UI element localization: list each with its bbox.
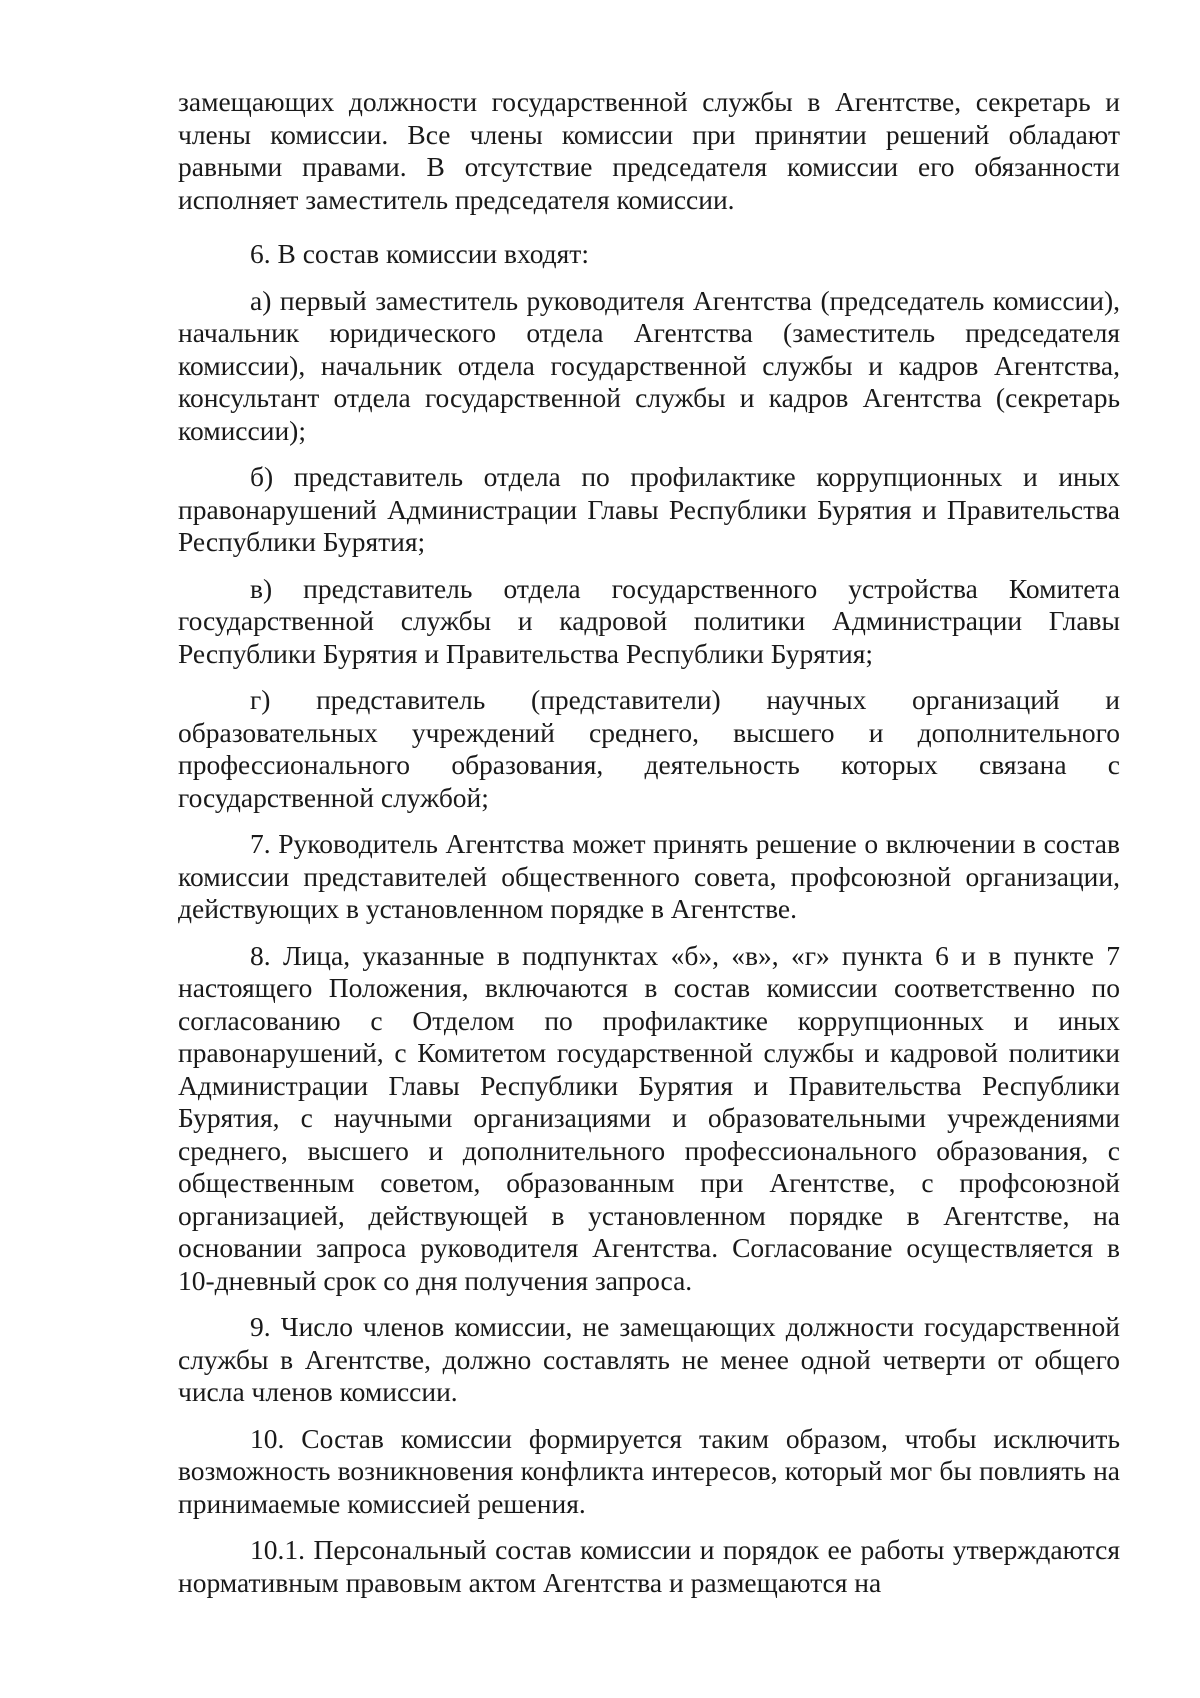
paragraph-item-6b: б) представитель отдела по профилактике коррупционных и иных правонарушений Администрации Главы Республики Бурятия и Правительства Республики Бурятия;	[178, 461, 1120, 557]
paragraph-item-9: 9. Число членов комиссии, не замещающих должности государственной службы в Агентстве, должно составлять не менее одной четверти от общего числа членов комиссии.	[178, 1311, 1120, 1407]
document-body	[178, 86, 1120, 1613]
paragraph-item-8: 8. Лица, указанные в подпунктах «б», «в», «г» пункта 6 и в пункте 7 настоящего Положения, включаются в состав комиссии соответственно по согласованию с Отделом по профилактике коррупционных и иных правонарушений, с Комитетом государственной службы и кадровой политики Администрации Главы Республики Бурятия и Правительства Республики Бурятия, с научными организациями и образовательными учреждениями среднего, высшего и дополнительного профессионального образования, с общественным советом, образованным при Агентстве, с профсоюзной организацией, действующей в установленном порядке в Агентстве, на основании запроса руководителя Агентства. Согласование осуществляется в 10-дневный срок со дня получения запроса.	[178, 939, 1120, 1296]
paragraph-item-6v: в) представитель отдела государственного устройства Комитета государственной службы и кадровой политики Администрации Главы Республики Бурятия и Правительства Республики Бурятия;	[178, 572, 1120, 669]
paragraph-item-7: 7. Руководитель Агентства может принять решение о включении в состав комиссии представителей общественного совета, профсоюзной организации, действующих в установленном порядке в Агентстве.	[178, 828, 1120, 924]
paragraph-item-10: 10. Состав комиссии формируется таким образом, чтобы исключить возможность возникновения конфликта интересов, который мог бы повлиять на принимаемые комиссией решения.	[178, 1422, 1120, 1519]
paragraph-continuation: замещающих должности государственной службы в Агентстве, секретарь и члены комиссии. Все члены комиссии при принятии решений обладают равными правами. В отсутствие председателя комиссии его обязанности исполняет заместитель председателя комиссии.	[178, 86, 1120, 215]
paragraph-item-6: 6. В состав комиссии входят:	[250, 238, 589, 269]
paragraph-item-6g: г) представитель (представители) научных организаций и образовательных учреждений среднего, высшего и дополнительного профессионального образования, деятельность которых связана с государственной службой;	[178, 684, 1120, 813]
paragraph-item-10-1: 10.1. Персональный состав комиссии и порядок ее работы утверждаются нормативным правовым актом Агентства и размещаются на	[178, 1534, 1120, 1598]
paragraph-item-6a: а) первый заместитель руководителя Агентства (председатель комиссии), начальник юридического отдела Агентства (заместитель председателя комиссии), начальник отдела государственной службы и кадров Агентства, консультант отдела государственной службы и кадров Агентства (секретарь комиссии);	[178, 284, 1120, 446]
